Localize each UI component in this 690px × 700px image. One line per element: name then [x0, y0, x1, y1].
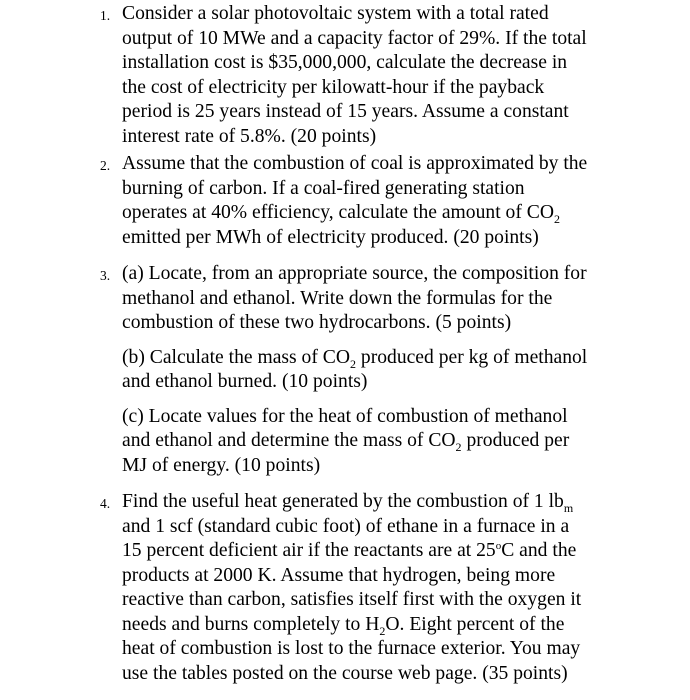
problem-4-line-3-post: C and the	[501, 540, 577, 561]
problem-3c-line-2-post: produced per	[461, 430, 570, 451]
problem-2	[100, 152, 612, 250]
problem-1-line-5: period is 25 years instead of 15 years. Assume a constant	[122, 101, 569, 122]
problem-1-line-1: Consider a solar photovoltaic system with a total rated	[122, 3, 549, 24]
problem-3-part-c	[122, 405, 612, 479]
problem-3c-line-1: (c) Locate values for the heat of combustion of methanol	[122, 405, 568, 427]
degree-superscript: o	[495, 540, 502, 552]
problem-4-text	[122, 490, 612, 686]
problem-3b-line-2: and ethanol burned. (10 points)	[122, 371, 368, 392]
problem-2-number: 2.	[100, 158, 111, 173]
problem-2-line-3-text: operates at 40% efficiency, calculate the amount of CO	[122, 202, 554, 223]
problem-4-line-1	[122, 490, 612, 515]
lbm-subscript: m	[563, 501, 574, 515]
problem-3	[100, 262, 612, 478]
problem-4-line-6-pre: needs and burns completely to H	[122, 613, 380, 635]
problem-3b-line-1-pre: (b) Calculate the mass of CO	[122, 346, 350, 368]
problem-4-line-1-pre: Find the useful heat generated by the combustion of 1 lb	[122, 491, 564, 512]
problem-4-line-4: products at 2000 K. Assume that hydrogen, being more	[122, 564, 556, 586]
problem-3b-line-1	[122, 346, 612, 371]
problem-2-line-2: burning of carbon. If a coal-fired generating station	[122, 177, 525, 199]
problem-4-line-8: use the tables posted on the course web page. (35 points)	[122, 662, 568, 684]
problem-3a-line-1: (a) Locate, from an appropriate source, the composition for	[122, 263, 587, 284]
problem-1-number: 1.	[100, 8, 111, 23]
problem-4-line-7: heat of combustion is lost to the furnace exterior. You may	[122, 638, 581, 659]
co2-subscript: 2	[350, 356, 356, 371]
problem-3c-line-2-pre: and ethanol and determine the mass of CO	[122, 430, 456, 451]
problem-2-text	[122, 152, 612, 250]
problem-2-line-4: emitted per MWh of electricity produced. (20 points)	[122, 226, 539, 248]
problem-2-line-1: Assume that the combustion of coal is approximated by the	[122, 153, 588, 174]
problem-1	[100, 2, 612, 149]
co2-subscript: 2	[553, 212, 560, 226]
problem-3a-line-3: combustion of these two hydrocarbons. (5 points)	[122, 312, 512, 333]
problem-4-line-6	[122, 613, 612, 638]
problem-4-number: 4.	[100, 496, 111, 511]
problem-3c-line-3: MJ of energy. (10 points)	[122, 454, 321, 476]
h2o-subscript: 2	[379, 623, 386, 638]
problem-1-text	[122, 2, 612, 149]
problem-4-line-2: and 1 scf (standard cubic foot) of ethane in a furnace in a	[122, 515, 570, 537]
problem-2-line-3	[122, 201, 612, 226]
problem-1-line-6: interest rate of 5.8%. (20 points)	[122, 125, 377, 147]
problem-4-line-5: reactive than carbon, satisfies itself first with the oxygen it	[122, 589, 582, 610]
problem-4-line-3	[122, 539, 612, 564]
problem-3b-line-1-post: produced per kg of methanol	[356, 346, 588, 368]
problem-4	[100, 490, 612, 686]
problem-4-line-6-post: O. Eight percent of the	[385, 613, 565, 635]
co2-subscript: 2	[455, 440, 462, 454]
problem-3c-line-2	[122, 429, 612, 454]
problem-3a-line-2: methanol and ethanol. Write down the formulas for the	[122, 287, 553, 309]
problem-1-line-4: the cost of electricity per kilowatt-hour if the payback	[122, 76, 545, 98]
problem-3-number: 3.	[100, 268, 111, 283]
problem-3-part-b	[122, 346, 612, 395]
problem-1-line-3: installation cost is $35,000,000, calculate the decrease in	[122, 52, 568, 73]
problem-4-line-3-pre: 15 percent deficient air if the reactants are at 25	[122, 540, 496, 561]
problem-3-part-a	[122, 262, 612, 336]
problem-1-line-2: output of 10 MWe and a capacity factor of 29%. If the total	[122, 27, 587, 49]
